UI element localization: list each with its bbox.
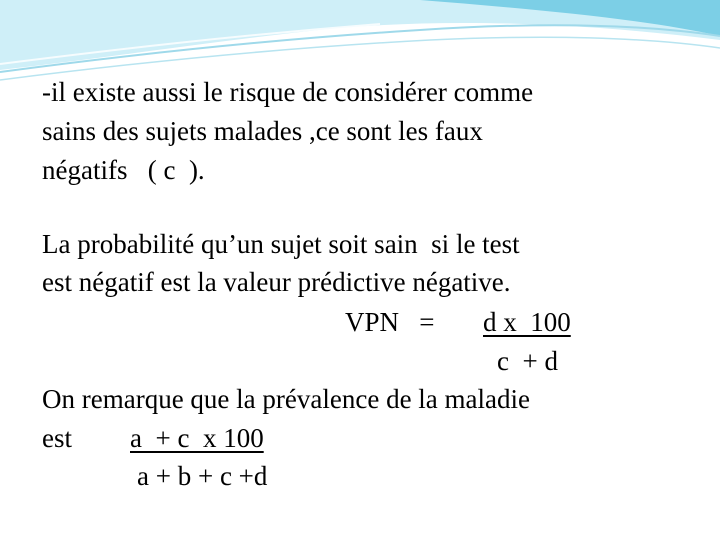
- vpn-label: VPN =: [345, 307, 435, 337]
- prevalence-label: est: [42, 423, 72, 453]
- prevalence-numerator: a + c x 100: [130, 423, 264, 453]
- text-line: La probabilité qu’un sujet soit sain si le test: [42, 229, 520, 259]
- text-line: négatifs ( c ).: [42, 155, 205, 185]
- prevalence-denominator: a + b + c +d: [137, 461, 268, 491]
- text-line: -il existe aussi le risque de considérer comme: [42, 77, 534, 107]
- vpn-numerator: d x 100: [483, 307, 571, 337]
- vpn-denominator: c + d: [497, 346, 558, 376]
- text-line: est négatif est la valeur prédictive négative.: [42, 267, 511, 297]
- text-line: On remarque que la prévalence de la maladie: [42, 384, 530, 414]
- text-line: sains des sujets malades ,ce sont les faux: [42, 116, 483, 146]
